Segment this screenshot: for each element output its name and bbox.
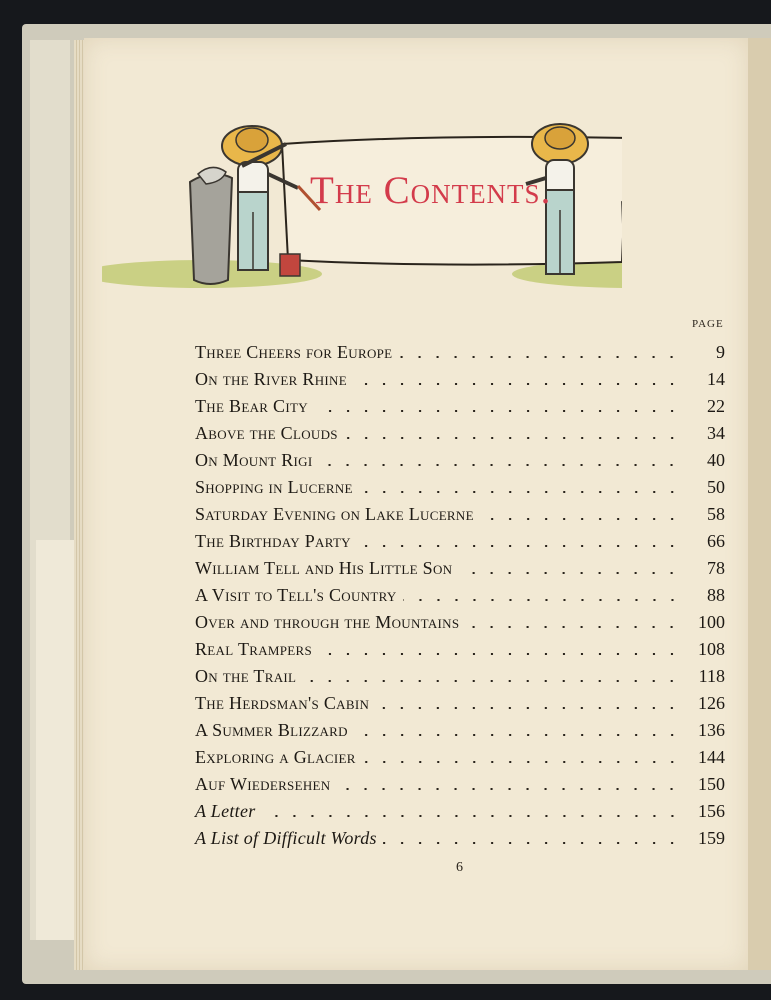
toc-entry-title: A Letter (195, 801, 256, 821)
toc-entry-page: 100 (698, 612, 725, 632)
cover-paper-strip (36, 540, 74, 940)
toc-entry[interactable] (195, 687, 725, 714)
toc-entry-title: Over and through the Mountains (195, 612, 460, 632)
toc-entry-page: 108 (698, 639, 725, 659)
toc-entry-title: A List of Difficult Words (195, 828, 377, 848)
toc-entry[interactable] (195, 390, 725, 417)
toc-entry[interactable] (195, 714, 725, 741)
toc-entry[interactable] (195, 606, 725, 633)
toc-entry-title: The Herdsman's Cabin (195, 693, 370, 713)
toc-entry-title: Real Trampers (195, 639, 313, 659)
contents-heading: The Contents. (310, 169, 552, 212)
toc-entry-title: Above the Clouds (195, 423, 338, 443)
dot-leader (318, 653, 681, 655)
toc-entry-page: 9 (716, 342, 725, 362)
toc-entry[interactable] (195, 660, 725, 687)
table-of-contents (195, 336, 725, 849)
dot-leader (362, 761, 681, 763)
toc-entry-title: The Bear City (195, 396, 308, 416)
toc-entry-title: Exploring a Glacier (195, 747, 356, 767)
page-number: 6 (456, 860, 463, 875)
toc-entry-page: 14 (707, 369, 725, 389)
dot-leader (480, 518, 681, 520)
toc-entry-title: On Mount Rigi (195, 450, 313, 470)
toc-entry[interactable] (195, 444, 725, 471)
toc-entry[interactable] (195, 552, 725, 579)
toc-entry[interactable] (195, 822, 725, 849)
dot-leader (318, 464, 681, 466)
toc-entry-title: A Visit to Tell's Country (195, 585, 397, 605)
toc-entry-title: On the River Rhine (195, 369, 347, 389)
toc-entry-page: 88 (707, 585, 725, 605)
dot-leader (262, 815, 681, 817)
toc-entry-title: The Birthday Party (195, 531, 351, 551)
toc-entry-page: 58 (707, 504, 725, 524)
toc-entry-page: 136 (698, 720, 725, 740)
dot-leader (458, 572, 681, 574)
toc-entry[interactable] (195, 633, 725, 660)
dot-leader (398, 356, 681, 358)
dot-leader (383, 842, 681, 844)
page-column-label: PAGE (692, 318, 724, 330)
toc-entry-title: Three Cheers for Europe (195, 342, 393, 362)
toc-entry-title: Shopping in Lucerne (195, 477, 353, 497)
toc-entry-title: On the Trail (195, 666, 297, 686)
dot-leader (359, 491, 681, 493)
toc-entry-page: 78 (707, 558, 725, 578)
toc-entry-page: 66 (707, 531, 725, 551)
dot-leader (302, 680, 681, 682)
toc-entry[interactable] (195, 768, 725, 795)
toc-entry[interactable] (195, 363, 725, 390)
toc-entry-page: 126 (698, 693, 725, 713)
toc-entry-title: Auf Wiedersehen (195, 774, 331, 794)
toc-entry-page: 22 (707, 396, 725, 416)
facing-page-edge (748, 38, 771, 970)
toc-entry[interactable] (195, 795, 725, 822)
toc-entry-page: 50 (707, 477, 725, 497)
toc-entry[interactable] (195, 336, 725, 363)
dot-leader (314, 410, 681, 412)
toc-entry-page: 159 (698, 828, 725, 848)
dot-leader (353, 383, 681, 385)
toc-entry[interactable] (195, 471, 725, 498)
toc-entry[interactable] (195, 525, 725, 552)
toc-entry-title: A Summer Blizzard (195, 720, 348, 740)
dot-leader (336, 788, 681, 790)
toc-entry-title: Saturday Evening on Lake Lucerne (195, 504, 474, 524)
dot-leader (403, 599, 681, 601)
toc-entry[interactable] (195, 741, 725, 768)
toc-entry-page: 156 (698, 801, 725, 821)
toc-entry[interactable] (195, 579, 725, 606)
toc-entry-page: 34 (707, 423, 725, 443)
toc-entry-page: 40 (707, 450, 725, 470)
dot-leader (357, 545, 681, 547)
dot-leader (344, 437, 681, 439)
dot-leader (375, 707, 681, 709)
toc-entry-page: 118 (698, 666, 725, 686)
toc-entry-title: William Tell and His Little Son (195, 558, 453, 578)
dot-leader (354, 734, 681, 736)
toc-entry-page: 144 (698, 747, 725, 767)
toc-entry[interactable] (195, 498, 725, 525)
toc-entry[interactable] (195, 417, 725, 444)
toc-entry-page: 150 (698, 774, 725, 794)
dot-leader (465, 626, 681, 628)
